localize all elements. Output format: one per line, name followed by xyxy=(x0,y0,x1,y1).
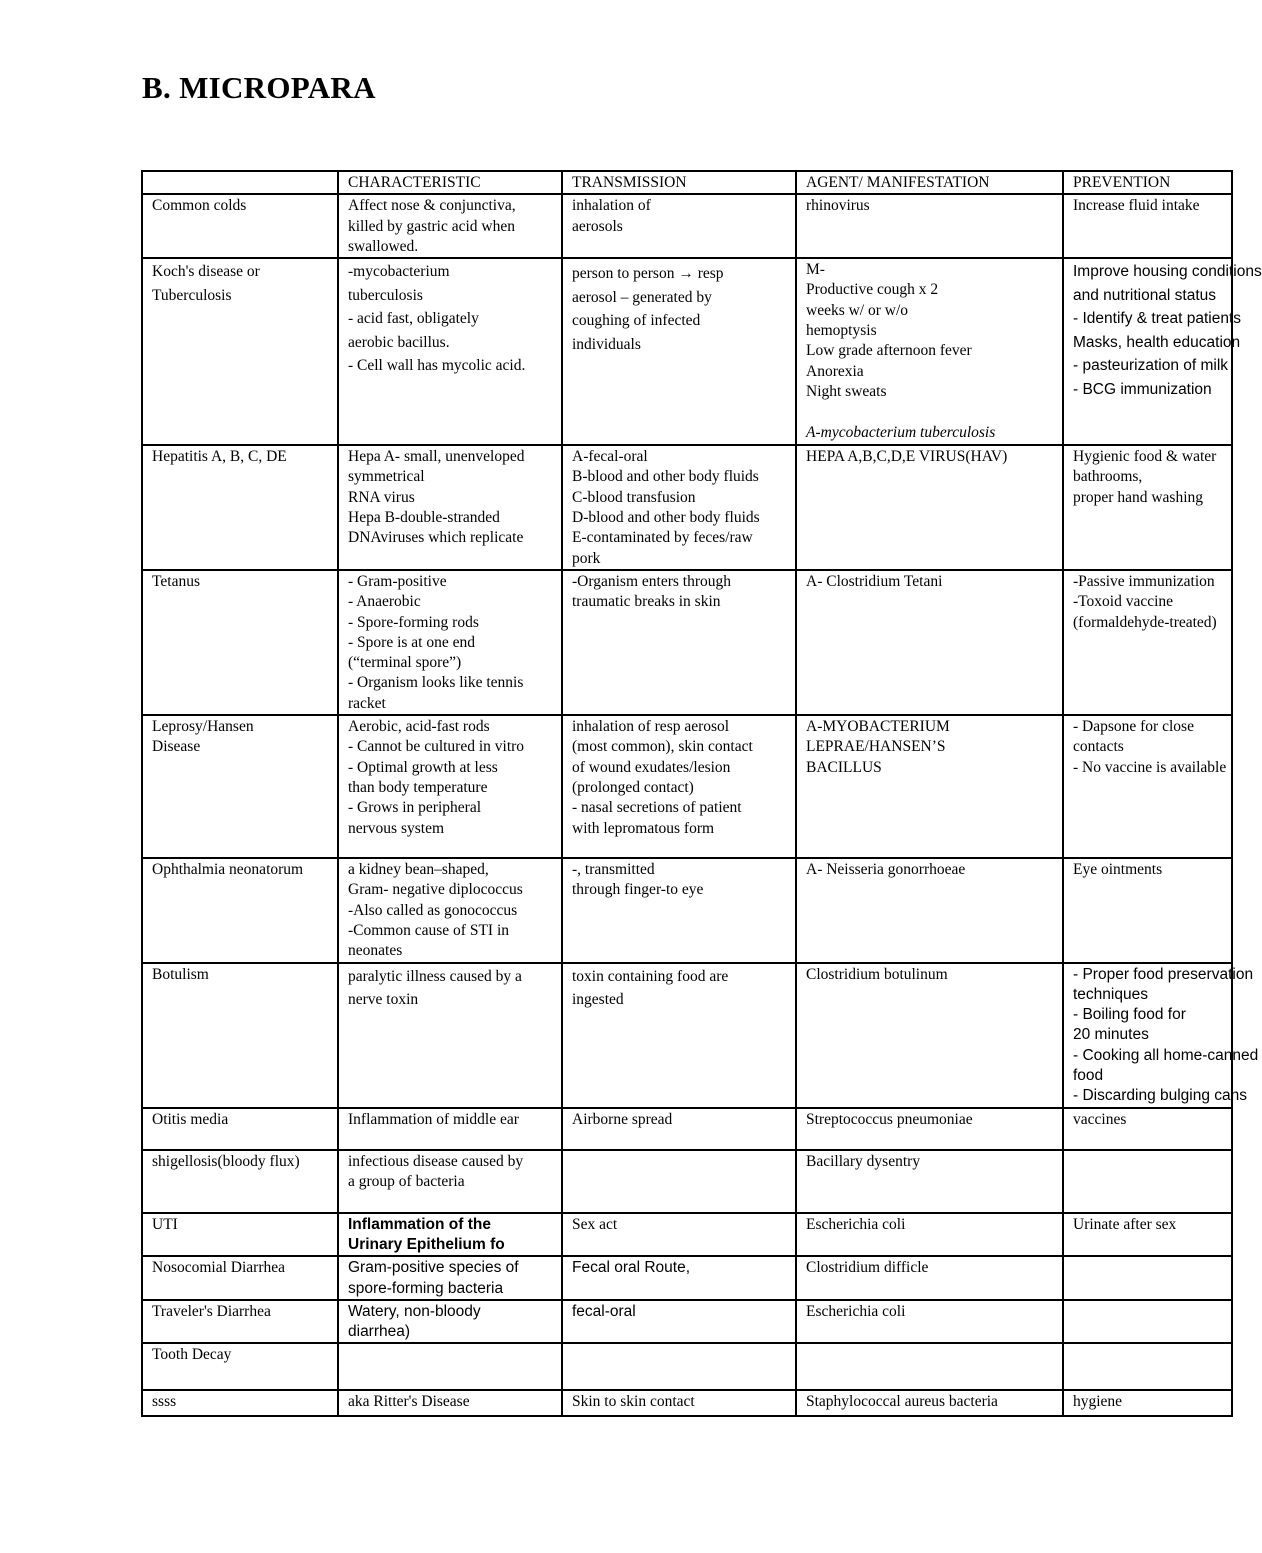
cell-line: person to person → resp xyxy=(572,265,724,283)
cell-line: traumatic breaks in skin xyxy=(572,593,721,611)
disease-cell xyxy=(142,1213,338,1257)
document-title: B. MICROPARA xyxy=(142,70,376,105)
cell-line: UTI xyxy=(152,1215,178,1233)
prevention-cell xyxy=(1063,1108,1232,1150)
cell-line: Increase fluid intake xyxy=(1073,197,1200,215)
cell-line: Botulism xyxy=(152,965,209,983)
transmission-cell xyxy=(562,1213,796,1257)
cell-line: paralytic illness caused by a xyxy=(348,967,522,985)
disease-cell xyxy=(142,1150,338,1213)
cell-line: coughing of infected xyxy=(572,312,701,330)
cell-line: - Anaerobic xyxy=(348,593,421,611)
cell-line: Common colds xyxy=(152,197,247,215)
cell-line: aerosols xyxy=(572,217,623,235)
prevention-cell xyxy=(1063,1343,1232,1390)
cell-line: Bacillary dysentry xyxy=(806,1152,921,1170)
cell-line: B-blood and other body fluids xyxy=(572,468,759,486)
cell-line: A-MYOBACTERIUM xyxy=(806,718,950,736)
cell-line: - Grows in peripheral xyxy=(348,799,481,817)
cell-line: - Cooking all home-canned xyxy=(1073,1046,1259,1064)
cell-line: - Proper food preservation xyxy=(1073,965,1254,983)
agent-cell xyxy=(796,858,1063,962)
cell-line: inhalation of resp aerosol xyxy=(572,718,730,736)
characteristic-cell xyxy=(338,258,562,445)
column-header: PREVENTION xyxy=(1063,171,1232,194)
table-row xyxy=(142,1390,1232,1416)
cell-line: (“terminal spore”) xyxy=(348,654,462,672)
cell-line: Improve housing conditions xyxy=(1073,263,1262,281)
cell-line: Ophthalmia neonatorum xyxy=(152,861,304,879)
characteristic-cell xyxy=(338,1108,562,1150)
cell-line: - nasal secretions of patient xyxy=(572,799,742,817)
table-row xyxy=(142,1108,1232,1150)
cell-line: Escherichia coli xyxy=(806,1302,906,1320)
cell-line: A- Neisseria gonorrhoeae xyxy=(806,861,966,879)
agent-cell xyxy=(796,194,1063,258)
cell-line: -, transmitted xyxy=(572,861,655,879)
cell-line: Escherichia coli xyxy=(806,1215,906,1233)
prevention-cell xyxy=(1063,1256,1232,1300)
cell-line: swallowed. xyxy=(348,237,419,255)
cell-line: nerve toxin xyxy=(348,991,419,1009)
cell-line: aka Ritter's Disease xyxy=(348,1393,470,1411)
characteristic-cell xyxy=(338,715,562,858)
micropara-table xyxy=(141,170,1262,1417)
cell-line: Gram-positive species of xyxy=(348,1259,519,1277)
cell-line: hemoptysis xyxy=(806,322,877,340)
cell-line: Clostridium difficle xyxy=(806,1259,929,1277)
cell-line: Gram- negative diplococcus xyxy=(348,881,523,899)
table-row xyxy=(142,445,1232,570)
cell-line: Masks, health education xyxy=(1073,333,1241,351)
cell-line: Disease xyxy=(152,738,201,756)
transmission-cell xyxy=(562,445,796,570)
cell-line: Hepa B-double-stranded xyxy=(348,509,500,527)
cell-line: (formaldehyde-treated) xyxy=(1073,613,1217,631)
cell-line: RNA virus xyxy=(348,488,415,506)
cell-line: and nutritional status xyxy=(1073,286,1217,304)
disease-cell xyxy=(142,1256,338,1300)
cell-line: rhinovirus xyxy=(806,197,870,215)
table-row xyxy=(142,194,1232,258)
cell-line: - BCG immunization xyxy=(1073,380,1212,398)
prevention-cell xyxy=(1063,858,1232,962)
characteristic-cell xyxy=(338,445,562,570)
characteristic-cell xyxy=(338,963,562,1108)
cell-line: A-fecal-oral xyxy=(572,448,648,466)
cell-line: vaccines xyxy=(1073,1110,1127,1128)
agent-cell xyxy=(796,1213,1063,1257)
cell-line: Traveler's Diarrhea xyxy=(152,1302,271,1320)
cell-line: Tooth Decay xyxy=(152,1346,232,1364)
cell-line: M- xyxy=(806,261,825,279)
cell-line: C-blood transfusion xyxy=(572,488,696,506)
agent-cell xyxy=(796,1256,1063,1300)
transmission-cell xyxy=(562,258,796,445)
agent-cell xyxy=(796,715,1063,858)
agent-cell xyxy=(796,1300,1063,1344)
characteristic-cell xyxy=(338,570,562,715)
cell-line: - Dapsone for close xyxy=(1073,718,1194,736)
disease-cell xyxy=(142,963,338,1108)
characteristic-cell xyxy=(338,1213,562,1257)
cell-line: symmetrical xyxy=(348,468,425,486)
cell-line: killed by gastric acid when xyxy=(348,217,516,235)
transmission-cell xyxy=(562,1390,796,1416)
cell-line: inhalation of xyxy=(572,197,651,215)
characteristic-cell xyxy=(338,1150,562,1213)
characteristic-cell xyxy=(338,858,562,962)
prevention-cell xyxy=(1063,1300,1232,1344)
cell-line: Sex act xyxy=(572,1215,618,1233)
agent-cell xyxy=(796,1150,1063,1213)
cell-line: spore-forming bacteria xyxy=(348,1279,504,1297)
cell-line: fecal-oral xyxy=(572,1302,636,1320)
cell-line: - Gram-positive xyxy=(348,572,447,590)
cell-line: Productive cough x 2 xyxy=(806,281,939,299)
prevention-cell xyxy=(1063,258,1262,445)
cell-line: Eye ointments xyxy=(1073,861,1163,879)
cell-line: a group of bacteria xyxy=(348,1172,465,1190)
cell-line: Hygienic food & water xyxy=(1073,448,1217,466)
cell-line xyxy=(806,402,1058,422)
prevention-cell xyxy=(1063,715,1232,858)
agent-cell xyxy=(796,1108,1063,1150)
cell-line: -Toxoid vaccine xyxy=(1073,593,1174,611)
disease-cell xyxy=(142,194,338,258)
table-row xyxy=(142,1150,1232,1213)
agent-cell xyxy=(796,1390,1063,1416)
cell-line: Nosocomial Diarrhea xyxy=(152,1259,285,1277)
cell-line: bathrooms, xyxy=(1073,468,1143,486)
cell-line: Staphylococcal aureus bacteria xyxy=(806,1393,998,1411)
disease-cell xyxy=(142,258,338,445)
disease-cell xyxy=(142,715,338,858)
cell-line: HEPA A,B,C,D,E VIRUS(HAV) xyxy=(806,448,1008,466)
cell-line: D-blood and other body fluids xyxy=(572,509,760,527)
column-header xyxy=(142,171,338,194)
prevention-cell xyxy=(1063,1150,1232,1213)
cell-line: aerobic bacillus. xyxy=(348,333,450,351)
cell-line: - Spore is at one end xyxy=(348,633,475,651)
agent-cell xyxy=(796,963,1063,1108)
prevention-cell xyxy=(1063,1390,1232,1416)
table-row xyxy=(142,1343,1232,1390)
cell-line: Urinate after sex xyxy=(1073,1215,1177,1233)
cell-line: DNAviruses which replicate xyxy=(348,529,524,547)
cell-line: Watery, non-bloody xyxy=(348,1302,481,1320)
cell-line: with lepromatous form xyxy=(572,819,715,837)
cell-line: tuberculosis xyxy=(348,286,423,304)
cell-line: -Also called as gonococcus xyxy=(348,901,518,919)
column-header: CHARACTERISTIC xyxy=(338,171,562,194)
table-row xyxy=(142,715,1232,858)
cell-line: (most common), skin contact xyxy=(572,738,753,756)
cell-line: - Optimal growth at less xyxy=(348,758,498,776)
cell-line: - Identify & treat patients xyxy=(1073,310,1242,328)
cell-line: individuals xyxy=(572,335,641,353)
cell-line: Urinary Epithelium fo xyxy=(348,1235,505,1253)
cell-line: -Passive immunization xyxy=(1073,572,1215,590)
prevention-cell xyxy=(1063,963,1259,1108)
cell-line: Airborne spread xyxy=(572,1110,673,1128)
cell-line: through finger-to eye xyxy=(572,881,704,899)
transmission-cell xyxy=(562,858,796,962)
transmission-cell xyxy=(562,1343,796,1390)
prevention-cell xyxy=(1063,1213,1232,1257)
disease-cell xyxy=(142,1390,338,1416)
transmission-cell xyxy=(562,570,796,715)
characteristic-cell xyxy=(338,1390,562,1416)
cell-line: (prolonged contact) xyxy=(572,778,694,796)
cell-line: hygiene xyxy=(1073,1393,1123,1411)
cell-line: of wound exudates/lesion xyxy=(572,758,731,776)
disease-cell xyxy=(142,445,338,570)
cell-line: - pasteurization of milk xyxy=(1073,357,1229,375)
cell-line: Inflammation of the xyxy=(348,1215,491,1233)
cell-line: Streptococcus pneumoniae xyxy=(806,1110,973,1128)
cell-line: proper hand washing xyxy=(1073,488,1203,506)
disease-cell xyxy=(142,1108,338,1150)
disease-cell xyxy=(142,858,338,962)
disease-cell xyxy=(142,570,338,715)
cell-line: Tetanus xyxy=(152,572,200,590)
table-row xyxy=(142,858,1232,962)
cell-line: E-contaminated by feces/raw xyxy=(572,529,753,547)
cell-line: neonates xyxy=(348,942,403,960)
cell-line: Leprosy/Hansen xyxy=(152,718,254,736)
cell-line: Hepatitis A, B, C, DE xyxy=(152,448,287,466)
header-row xyxy=(142,171,1232,194)
cell-line: food xyxy=(1073,1067,1104,1085)
cell-line: Aerobic, acid-fast rods xyxy=(348,718,490,736)
cell-line: - acid fast, obligately xyxy=(348,310,479,328)
table-row xyxy=(142,1213,1232,1257)
characteristic-cell xyxy=(338,194,562,258)
cell-line: weeks w/ or w/o xyxy=(806,301,909,319)
cell-line: Affect nose & conjunctiva, xyxy=(348,197,516,215)
cell-line: - Spore-forming rods xyxy=(348,613,479,631)
characteristic-cell xyxy=(338,1343,562,1390)
cell-line: toxin containing food are xyxy=(572,967,729,985)
table-row xyxy=(142,258,1232,445)
transmission-cell xyxy=(562,1256,796,1300)
cell-line: Koch's disease or xyxy=(152,263,260,281)
table-row xyxy=(142,1300,1232,1344)
cell-line: ingested xyxy=(572,991,624,1009)
transmission-cell xyxy=(562,715,796,858)
cell-line: - No vaccine is available xyxy=(1073,758,1227,776)
cell-line: Hepa A- small, unenveloped xyxy=(348,448,525,466)
cell-line: Skin to skin contact xyxy=(572,1393,695,1411)
cell-line: - Discarding bulging cans xyxy=(1073,1087,1248,1105)
characteristic-cell xyxy=(338,1256,562,1300)
cell-line: A-mycobacterium tuberculosis xyxy=(806,423,996,441)
cell-line: Tuberculosis xyxy=(152,286,232,304)
transmission-cell xyxy=(562,1300,796,1344)
cell-line: infectious disease caused by xyxy=(348,1152,524,1170)
table-row xyxy=(142,570,1232,715)
agent-cell xyxy=(796,570,1063,715)
column-header: AGENT/ MANIFESTATION xyxy=(796,171,1063,194)
cell-line: pork xyxy=(572,549,601,567)
transmission-cell xyxy=(562,1108,796,1150)
cell-line: Anorexia xyxy=(806,362,864,380)
prevention-cell xyxy=(1063,570,1232,715)
cell-line: diarrhea) xyxy=(348,1323,411,1341)
cell-line: 20 minutes xyxy=(1073,1026,1149,1044)
cell-line: LEPRAE/HANSEN’S xyxy=(806,738,946,756)
agent-cell xyxy=(796,258,1063,445)
prevention-cell xyxy=(1063,194,1232,258)
cell-line: nervous system xyxy=(348,819,445,837)
column-header: TRANSMISSION xyxy=(562,171,796,194)
cell-line: Inflammation of middle ear xyxy=(348,1110,519,1128)
characteristic-cell xyxy=(338,1300,562,1344)
cell-line: - Cell wall has mycolic acid. xyxy=(348,357,526,375)
table-row xyxy=(142,963,1232,1108)
cell-line: Fecal oral Route, xyxy=(572,1259,691,1277)
cell-line: Otitis media xyxy=(152,1110,229,1128)
cell-line: aerosol – generated by xyxy=(572,288,712,306)
cell-line: Low grade afternoon fever xyxy=(806,342,972,360)
disease-cell xyxy=(142,1300,338,1344)
cell-line: A- Clostridium Tetani xyxy=(806,572,943,590)
cell-line: -Organism enters through xyxy=(572,572,731,590)
agent-cell xyxy=(796,1343,1063,1390)
cell-line: racket xyxy=(348,694,386,712)
transmission-cell xyxy=(562,1150,796,1213)
agent-cell xyxy=(796,445,1063,570)
cell-line: shigellosis(bloody flux) xyxy=(152,1152,300,1170)
cell-line: -mycobacterium xyxy=(348,263,450,281)
cell-line: - Boiling food for xyxy=(1073,1006,1186,1024)
cell-line: -Common cause of STI in xyxy=(348,921,510,939)
transmission-cell xyxy=(562,963,796,1108)
prevention-cell xyxy=(1063,445,1232,570)
table-row xyxy=(142,1256,1232,1300)
cell-line: than body temperature xyxy=(348,778,488,796)
cell-line: - Cannot be cultured in vitro xyxy=(348,738,525,756)
cell-line: a kidney bean–shaped, xyxy=(348,861,489,879)
cell-line: ssss xyxy=(152,1393,177,1411)
cell-line: BACILLUS xyxy=(806,758,882,776)
cell-line: contacts xyxy=(1073,738,1124,756)
cell-line: Night sweats xyxy=(806,382,887,400)
disease-cell xyxy=(142,1343,338,1390)
transmission-cell xyxy=(562,194,796,258)
cell-line: Clostridium botulinum xyxy=(806,965,948,983)
cell-line: - Organism looks like tennis xyxy=(348,674,524,692)
cell-line: techniques xyxy=(1073,985,1148,1003)
